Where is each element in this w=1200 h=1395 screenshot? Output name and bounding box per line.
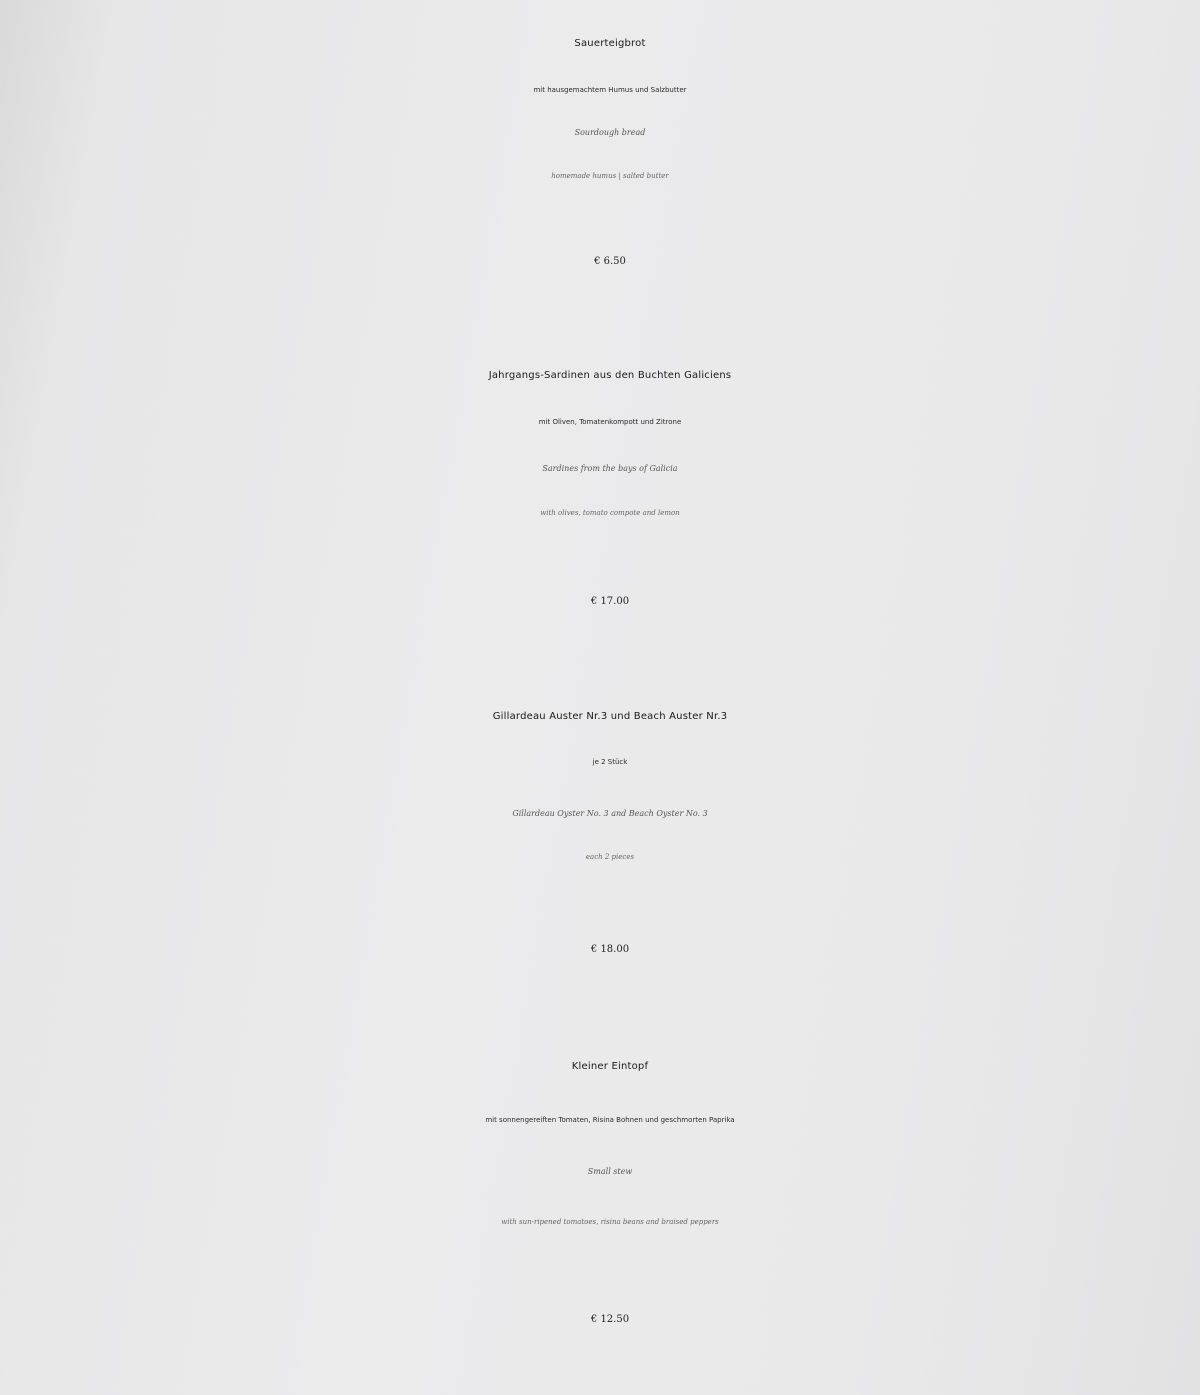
item-description-de: mit hausgemachtem Humus und Salzbutter	[533, 86, 687, 94]
item-title-de: Kleiner Eintopf	[571, 1061, 649, 1072]
item-title-en: Sardines from the bays of Galicia	[542, 464, 678, 473]
item-description-en: each 2 pieces	[585, 853, 635, 861]
item-description-de: je 2 Stück	[592, 758, 628, 766]
item-title-en: Small stew	[587, 1167, 633, 1176]
item-title-en: Sourdough bread	[574, 128, 646, 137]
item-description-de: mit Oliven, Tomatenkompott und Zitrone	[538, 418, 682, 426]
item-price: € 12.50	[590, 1314, 630, 1325]
item-price: € 17.00	[590, 596, 630, 607]
item-price: € 18.00	[590, 944, 630, 955]
item-description-de: mit sonnengereiften Tomaten, Risina Bohnen und geschmorten Paprika	[485, 1116, 735, 1124]
item-description-en: with sun-ripened tomatoes, risina beans and braised peppers	[501, 1218, 719, 1226]
item-price: € 6.50	[594, 256, 626, 267]
item-title-de: Jahrgangs-Sardinen aus den Buchten Galiciens	[488, 370, 732, 381]
item-title-en: Gillardeau Oyster No. 3 and Beach Oyster No. 3	[512, 809, 708, 818]
item-title-de: Sauerteigbrot	[574, 38, 646, 49]
item-title-de: Gillardeau Auster Nr.3 und Beach Auster Nr.3	[492, 711, 728, 722]
item-description-en: with olives, tomato compote and lemon	[540, 509, 680, 517]
item-description-en: homemade humus | salted butter	[551, 172, 669, 180]
